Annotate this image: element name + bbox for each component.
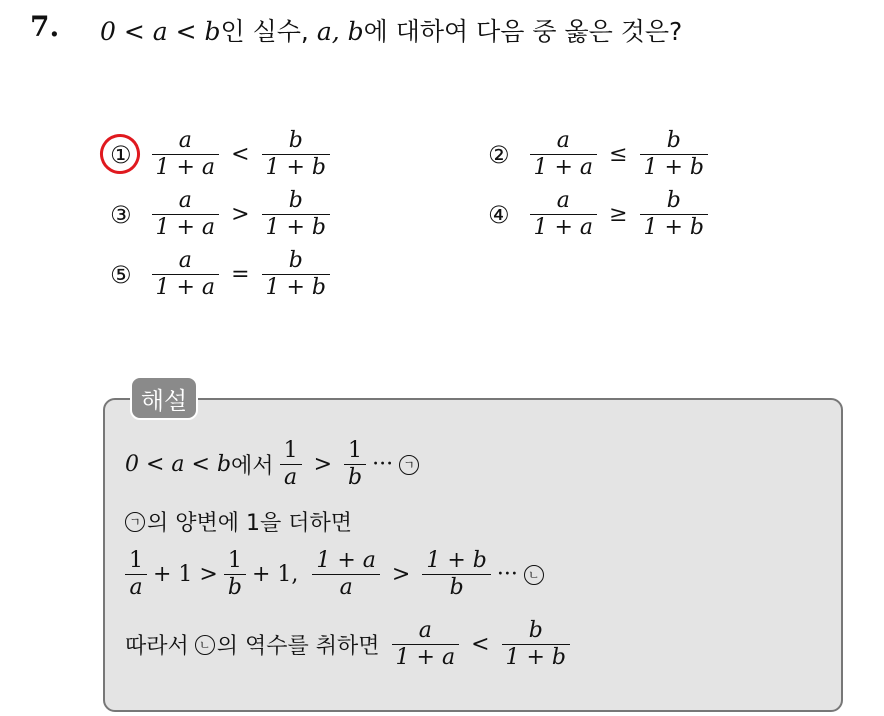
fraction: $\frac{1 + a}{a}$ (312, 548, 380, 601)
option-3[interactable] (110, 188, 336, 241)
solution-line-4 (125, 618, 576, 671)
fraction: $\frac{1}{a}$ (280, 438, 302, 491)
circled-symbol-nieun: ㄴ (195, 635, 215, 655)
fraction: $\frac{b}{1 + b}$ (502, 618, 571, 671)
fraction: $\frac{a}{1 + a}$ (152, 248, 220, 301)
fraction: $\frac{1}{b}$ (344, 438, 366, 491)
relation: ≥ (609, 202, 628, 227)
fraction: $\frac{a}{1 + a}$ (530, 188, 598, 241)
relation: < (231, 142, 250, 167)
fraction: $\frac{b}{1 + b}$ (262, 188, 331, 241)
option-2[interactable] (488, 128, 714, 181)
question-text (100, 12, 682, 48)
fraction: $\frac{1}{a}$ (125, 548, 147, 601)
option-marker: ③ (110, 200, 132, 229)
fraction: $\frac{b}{1 + b}$ (262, 128, 331, 181)
question-vars: a, b (316, 17, 364, 46)
relation: > (231, 202, 250, 227)
circled-symbol-nieun: ㄴ (524, 565, 544, 585)
line-text: 의 양변에 1을 더하면 (147, 511, 352, 536)
solution-label: 해설 (130, 376, 198, 420)
fraction: $\frac{b}{1 + b}$ (262, 248, 331, 301)
fraction: $\frac{b}{1 + b}$ (640, 188, 709, 241)
solution-line-3 (125, 548, 544, 601)
line-text: 의 역수를 취하면 (216, 634, 380, 659)
option-marker: ④ (488, 200, 510, 229)
option-5[interactable] (110, 248, 336, 301)
fraction: $\frac{a}{1 + a}$ (392, 618, 460, 671)
line-text: 에서 (231, 454, 274, 479)
relation: = (231, 262, 250, 287)
fraction: $\frac{b}{1 + b}$ (640, 128, 709, 181)
fraction: $\frac{a}{1 + a}$ (152, 188, 220, 241)
ellipsis: ··· (372, 452, 394, 477)
question-number: 7. (30, 10, 60, 43)
fraction: $\frac{a}{1 + a}$ (152, 128, 220, 181)
option-marker: ① (110, 140, 132, 169)
option-1[interactable] (110, 128, 336, 181)
relation: > (391, 562, 411, 587)
line-text: + 1, (251, 562, 299, 587)
line-text: 0 < a < b (125, 452, 232, 477)
circled-symbol-giyeok: ㄱ (125, 512, 145, 532)
question-condition: 0 < a < b (100, 17, 221, 46)
question-text-mid: 인 실수, (220, 17, 309, 46)
option-marker: ⑤ (110, 260, 132, 289)
solution-line-2 (125, 506, 352, 537)
option-4[interactable] (488, 188, 714, 241)
circled-symbol-giyeok: ㄱ (399, 455, 419, 475)
fraction: $\frac{1}{b}$ (224, 548, 246, 601)
line-text: + 1 > (153, 562, 218, 587)
relation: < (471, 632, 490, 657)
fraction: $\frac{a}{1 + a}$ (530, 128, 598, 181)
solution-line-1 (125, 438, 419, 491)
option-marker: ② (488, 140, 510, 169)
relation: > (313, 452, 332, 477)
fraction: $\frac{1 + b}{b}$ (422, 548, 491, 601)
question-text-end: 에 대하여 다음 중 옳은 것은? (363, 17, 683, 46)
ellipsis: ··· (496, 562, 518, 587)
line-text: 따라서 (125, 634, 189, 659)
relation: ≤ (609, 142, 628, 167)
